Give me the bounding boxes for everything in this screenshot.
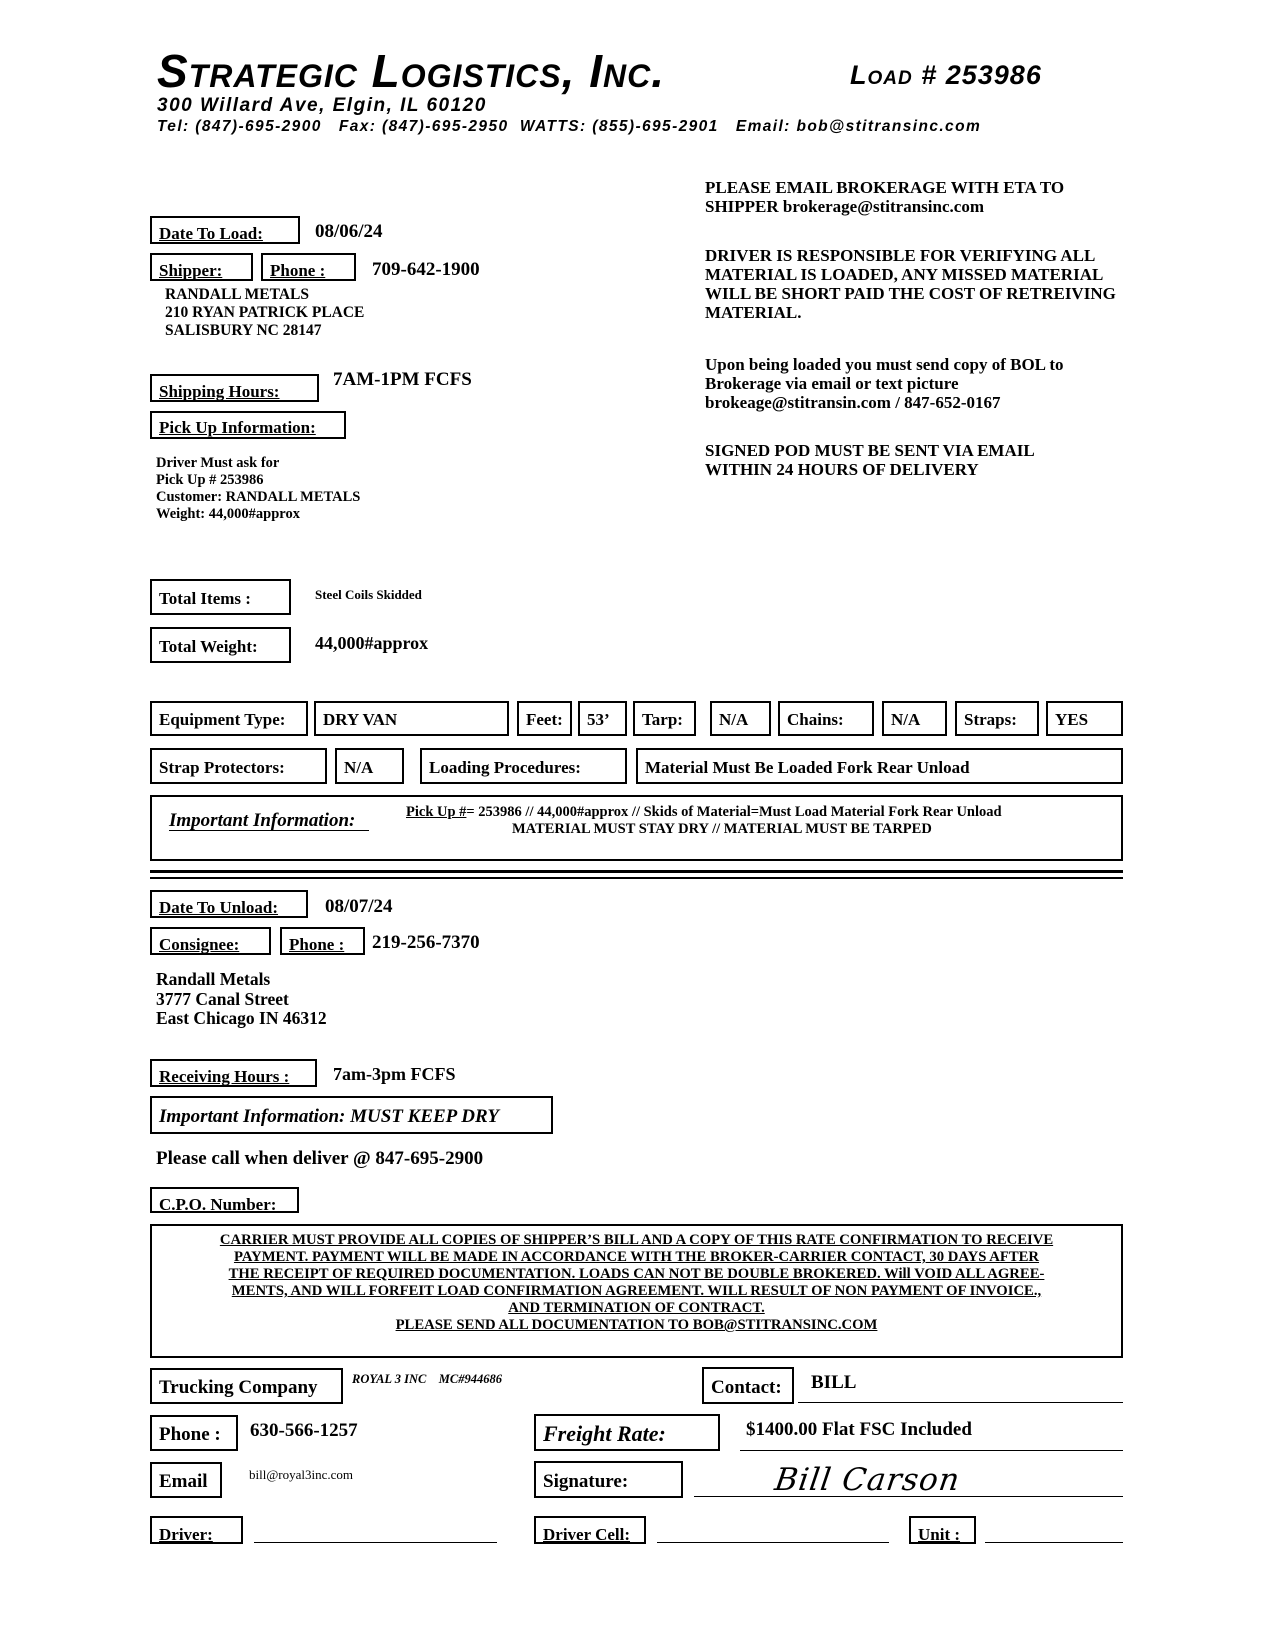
contact-value: BILL (811, 1372, 857, 1393)
signature-underline (694, 1496, 1123, 1497)
shipper-phone-label: Phone : (261, 253, 356, 281)
pod-note-line: WITHIN 24 HOURS OF DELIVERY (705, 460, 979, 479)
pickup-info-line: Driver Must ask for (156, 455, 280, 471)
important-pickup-box (150, 795, 1123, 861)
pod-note-line: SIGNED POD MUST BE SENT VIA EMAIL (705, 441, 1035, 460)
bol-note-line: Upon being loaded you must send copy of BOL to (705, 355, 1064, 374)
consignee-street: 3777 Canal Street (156, 988, 289, 1009)
consignee-label: Consignee: (150, 927, 271, 955)
shipper-address (165, 286, 364, 340)
date-to-load-label: Date To Load: (150, 216, 300, 244)
shipper-label: Shipper: (150, 253, 253, 281)
contact-label: Contact: (702, 1367, 794, 1404)
shipper-name: RANDALL METALS (165, 286, 309, 303)
company-contact-line: Tel: (847)-695-2900 Fax: (847)-695-2950 WATTS: (855)-695-2901 Email: bob@stitransinc.com (157, 118, 982, 135)
shipping-hours-label: Shipping Hours: (150, 374, 319, 402)
terms-box (150, 1224, 1123, 1358)
company-name: Strategic Logistics, Inc. (157, 45, 665, 97)
pickup-number-label: Pick Up # (406, 804, 467, 820)
bol-note-line: brokeage@stitransin.com / 847-652-0167 (705, 393, 1001, 412)
shipping-hours-value: 7AM-1PM FCFS (333, 369, 472, 390)
terms-line: MENTS, AND WILL FORFEIT LOAD CONFIRMATION AGREEMENT. WILL RESULT OF NON PAYMENT OF INVOICE., (231, 1283, 1042, 1299)
cpo-number-label: C.P.O. Number: (150, 1187, 299, 1213)
pickup-info-label: Pick Up Information: (150, 411, 346, 439)
date-to-unload-label: Date To Unload: (150, 890, 308, 918)
contact-underline (798, 1402, 1123, 1403)
pickup-info-line: Pick Up # 253986 (156, 472, 264, 488)
strap-protectors-value: N/A (335, 748, 404, 784)
total-items-label: Total Items : (150, 579, 291, 615)
bol-note-line: Brokerage via email or text picture (705, 374, 959, 393)
important-pickup-detail: = 253986 // 44,000#approx // Skids of Material=Must Load Material Fork Rear Unload (466, 804, 1002, 820)
total-items-value: Steel Coils Skidded (315, 587, 422, 602)
load-number: Load # 253986 (850, 60, 1042, 90)
pickup-info-line: Customer: RANDALL METALS (156, 489, 361, 505)
terms-line: PLEASE SEND ALL DOCUMENTATION TO BOB@STITRANSINC.COM (395, 1317, 878, 1333)
loading-procedures-value: Material Must Be Loaded Fork Rear Unload (636, 748, 1123, 784)
company-address: 300 Willard Ave, Elgin, IL 60120 (157, 95, 487, 116)
unit-label: Unit : (909, 1516, 976, 1544)
shipper-street: 210 RYAN PATRICK PLACE (165, 304, 365, 321)
total-weight-label: Total Weight: (150, 627, 291, 663)
important-delivery-box: Important Information: MUST KEEP DRY (150, 1096, 553, 1134)
equipment-type-label: Equipment Type: (150, 701, 308, 736)
terms-line: AND TERMINATION OF CONTRACT. (508, 1300, 765, 1316)
equipment-type-value: DRY VAN (314, 701, 509, 736)
straps-label: Straps: (955, 701, 1039, 736)
driver-label: Driver: (150, 1516, 243, 1544)
bol-note (705, 355, 1125, 412)
important-pickup-label: Important Information: (169, 811, 369, 831)
date-to-unload-value: 08/07/24 (325, 896, 393, 917)
consignee-phone-value: 219-256-7370 (372, 932, 480, 953)
feet-label: Feet: (517, 701, 572, 736)
consignee-name: Randall Metals (156, 969, 271, 989)
eta-note: PLEASE EMAIL BROKERAGE WITH ETA TO SHIPPER brokerage@stitransinc.com (705, 178, 1065, 216)
driver-cell-field[interactable] (657, 1542, 889, 1543)
freight-rate-label: Freight Rate: (534, 1414, 720, 1451)
consignee-address (156, 970, 327, 1029)
consignee-phone-label: Phone : (280, 927, 365, 955)
receiving-hours-label: Receiving Hours : (150, 1059, 317, 1087)
date-to-load-value: 08/06/24 (315, 221, 383, 242)
carrier-phone-value: 630-566-1257 (250, 1420, 358, 1441)
freight-rate-underline (740, 1450, 1123, 1451)
shipper-phone-value: 709-642-1900 (372, 259, 480, 280)
important-pickup-line1 (392, 805, 1002, 820)
chains-value: N/A (882, 701, 947, 736)
terms-line: CARRIER MUST PROVIDE ALL COPIES OF SHIPPER’S BILL AND A COPY OF THIS RATE CONFIRMATION TO RECEIVE (219, 1232, 1054, 1248)
strap-protectors-label: Strap Protectors: (150, 748, 327, 784)
pod-note (705, 441, 1125, 479)
signature-label: Signature: (534, 1461, 683, 1498)
straps-value: YES (1046, 701, 1123, 736)
carrier-phone-label: Phone : (150, 1415, 238, 1451)
pickup-info (156, 455, 360, 523)
pickup-info-line: Weight: 44,000#approx (156, 506, 300, 522)
shipper-city: SALISBURY NC 28147 (165, 322, 322, 339)
trucking-company-value: ROYAL 3 INC MC#944686 (352, 1372, 503, 1386)
email-label: Email (150, 1462, 222, 1498)
driver-field[interactable] (254, 1542, 497, 1543)
feet-value: 53’ (578, 701, 627, 736)
driver-cell-label: Driver Cell: (534, 1516, 646, 1544)
signature-value: Bill Carson (772, 1462, 963, 1498)
terms-line: PAYMENT. PAYMENT WILL BE MADE IN ACCORDANCE WITH THE BROKER-CARRIER CONTACT, 30 DAYS AFTER (233, 1249, 1040, 1265)
trucking-company-label: Trucking Company (150, 1368, 343, 1404)
freight-rate-value: $1400.00 Flat FSC Included (746, 1419, 972, 1440)
chains-label: Chains: (778, 701, 874, 736)
call-when-deliver: Please call when deliver @ 847-695-2900 (156, 1148, 484, 1169)
section-divider (150, 870, 1123, 879)
unit-field[interactable] (985, 1542, 1123, 1543)
email-value: bill@royal3inc.com (249, 1467, 354, 1482)
loading-procedures-label: Loading Procedures: (420, 748, 627, 784)
tarp-label: Tarp: (633, 701, 696, 736)
total-weight-value: 44,000#approx (315, 633, 429, 653)
terms-line: THE RECEIPT OF REQUIRED DOCUMENTATION. LOADS CAN NOT BE DOUBLE BROKERED. Will VOID ALL AGREE- (228, 1266, 1045, 1282)
consignee-city: East Chicago IN 46312 (156, 1008, 327, 1028)
important-pickup-line2: MATERIAL MUST STAY DRY // MATERIAL MUST BE TARPED (512, 821, 932, 837)
tarp-value: N/A (710, 701, 771, 736)
receiving-hours-value: 7am-3pm FCFS (333, 1064, 456, 1084)
verify-note: DRIVER IS RESPONSIBLE FOR VERIFYING ALL MATERIAL IS LOADED, ANY MISSED MATERIAL WILL BE SHORT PAID THE COST OF RETREIVING MATERIAL. (705, 246, 1116, 322)
